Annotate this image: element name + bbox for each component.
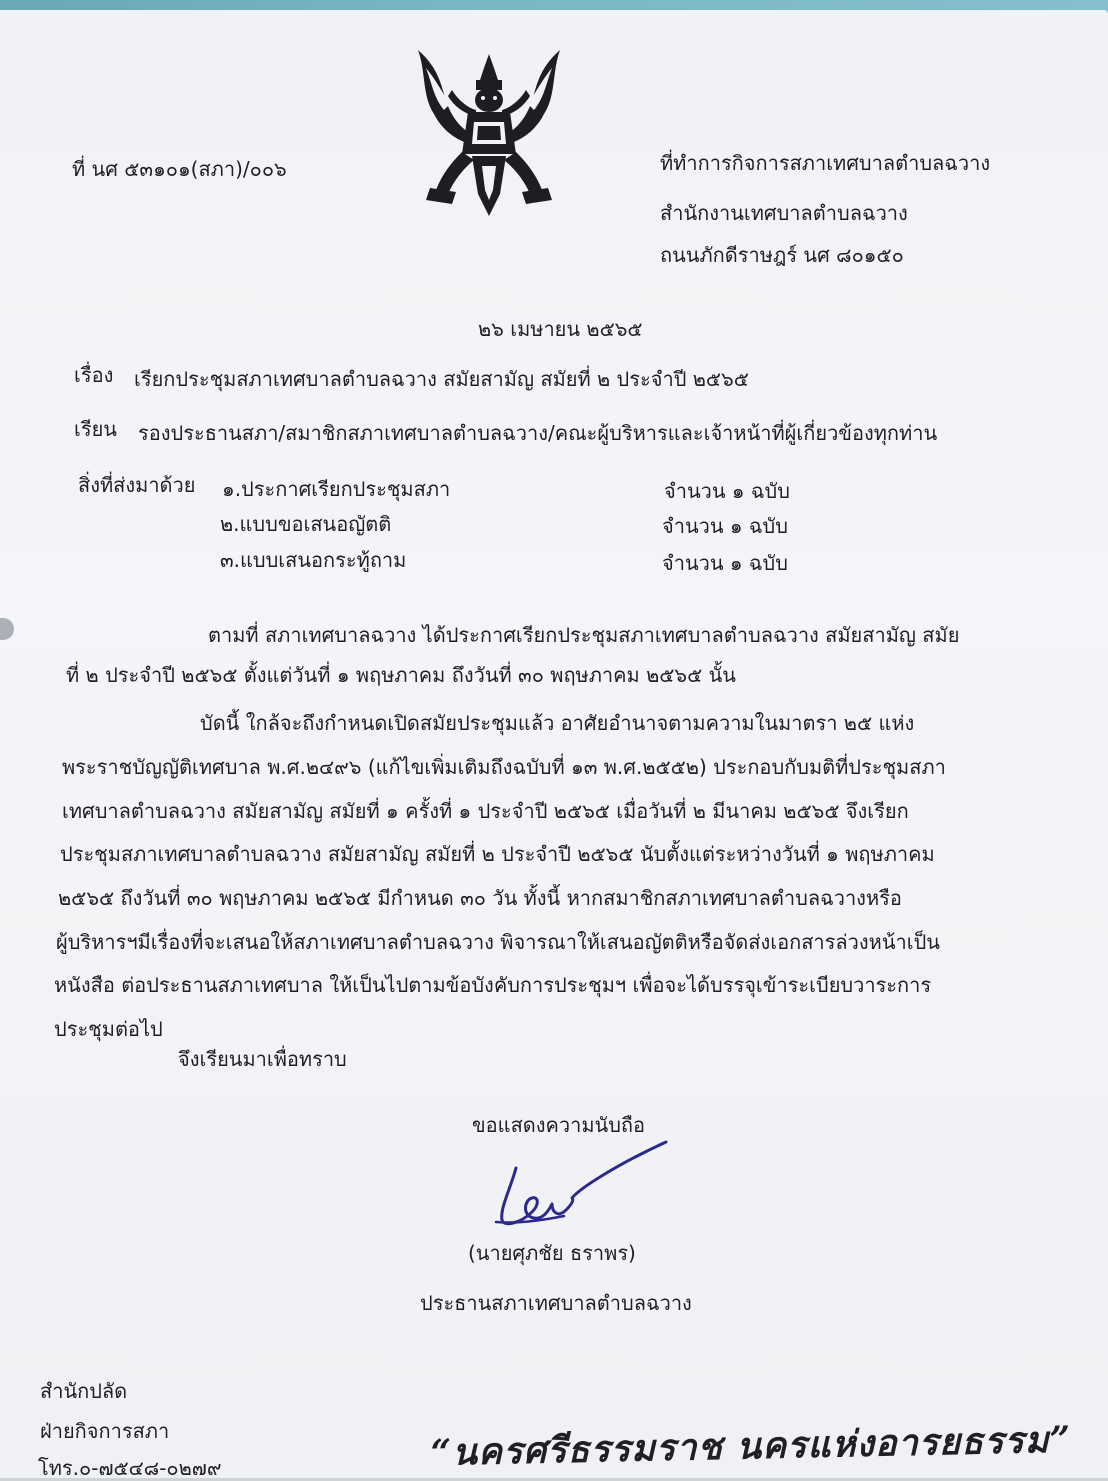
- enclosure-qty-1: จำนวน ๑ ฉบับ: [664, 479, 790, 503]
- enclosures-label: สิ่งที่ส่งมาด้วย: [78, 473, 196, 497]
- subject-label: เรื่อง: [74, 363, 114, 387]
- enclosure-qty-3: จำนวน ๑ ฉบับ: [662, 551, 788, 575]
- regards-line: ขอแสดงความนับถือ: [472, 1113, 646, 1137]
- garuda-emblem: [412, 44, 566, 226]
- document-date: ๒๖ เมษายน ๒๕๖๕: [478, 317, 643, 341]
- enclosure-item-1: ๑.ประกาศเรียกประชุมสภา: [222, 477, 451, 501]
- recipient-text: รองประธานสภา/สมาชิกสภาเทศบาลตำบลฉวาง/คณะผู้บริหารและเจ้าหน้าที่ผู้เกี่ยวข้องทุกท่าน: [138, 421, 938, 445]
- paragraph-2-line-1: บัดนี้ ใกล้จะถึงกำหนดเปิดสมัยประชุมแล้ว อาศัยอำนาจตามความในมาตรา ๒๕ แห่ง: [200, 711, 915, 735]
- paragraph-2-line-4: ประชุมสภาเทศบาลตำบลฉวาง สมัยสามัญ สมัยที่ ๒ ประจำปี ๒๕๖๕ นับตั้งแต่ระหว่างวันที่ ๑ พฤษภาคม: [60, 842, 935, 866]
- subject-text: เรียกประชุมสภาเทศบาลตำบลฉวาง สมัยสามัญ สมัยที่ ๒ ประจำปี ๒๕๖๕: [134, 367, 749, 391]
- signer-title: ประธานสภาเทศบาลตำบลฉวาง: [420, 1291, 692, 1315]
- paragraph-2-line-2: พระราชบัญญัติเทศบาล พ.ศ.๒๔๙๖ (แก้ไขเพิ่มเติมถึงฉบับที่ ๑๓ พ.ศ.๒๕๕๒) ประกอบกับมติที่ประชุมสภา: [62, 755, 946, 779]
- paragraph-2-line-8: ประชุมต่อไป: [54, 1017, 163, 1041]
- footer-phone: โทร.๐-๗๕๔๘-๐๒๗๙: [38, 1456, 222, 1480]
- handwritten-signature: [488, 1138, 673, 1233]
- address-line-2: สำนักงานเทศบาลตำบลฉวาง: [660, 201, 908, 225]
- footer-office-line-1: สำนักปลัด: [40, 1379, 128, 1403]
- enclosure-item-3: ๓.แบบเสนอกระทู้ถาม: [220, 548, 407, 572]
- enclosure-item-2: ๒.แบบขอเสนอญัตติ: [220, 512, 392, 536]
- paragraph-2-line-6: ผู้บริหารฯมีเรื่องที่จะเสนอให้สภาเทศบาลตำบลฉวาง พิจารณาให้เสนอญัตติหรือจัดส่งเอกสารล่วงหน้าเป็น: [56, 930, 940, 954]
- footer-office-line-2: ฝ่ายกิจการสภา: [40, 1419, 170, 1443]
- recipient-label: เรียน: [74, 417, 117, 441]
- footer-slogan: “นครศรีธรรมราช นครแห่งอารยธรรม”: [430, 1418, 1072, 1474]
- address-line-3: ถนนภักดีราษฎร์ นศ ๘๐๑๕๐: [660, 243, 904, 267]
- address-line-1: ที่ทำการกิจการสภาเทศบาลตำบลฉวาง: [660, 151, 991, 175]
- paragraph-2-line-3: เทศบาลตำบลฉวาง สมัยสามัญ สมัยที่ ๑ ครั้งที่ ๑ ประจำปี ๒๕๖๕ เมื่อวันที่ ๒ มีนาคม ๒๕๖๕ จึงเรียก: [62, 799, 909, 823]
- enclosure-qty-2: จำนวน ๑ ฉบับ: [662, 514, 788, 538]
- closing-line: จึงเรียนมาเพื่อทราบ: [178, 1047, 347, 1071]
- paragraph-2-line-7: หนังสือ ต่อประธานสภาเทศบาล ให้เป็นไปตามข้อบังคับการประชุมฯ เพื่อจะได้บรรจุเข้าระเบียบวาระการ: [54, 973, 932, 997]
- paragraph-1-line-1: ตามที่ สภาเทศบาลฉวาง ได้ประกาศเรียกประชุมสภาเทศบาลตำบลฉวาง สมัยสามัญ สมัย: [208, 623, 960, 647]
- signer-name: (นายศุภชัย ธราพร): [468, 1241, 636, 1265]
- paragraph-1-line-2: ที่ ๒ ประจำปี ๒๕๖๕ ตั้งแต่วันที่ ๑ พฤษภาคม ถึงวันที่ ๓๐ พฤษภาคม ๒๕๖๕ นั้น: [66, 663, 736, 687]
- paragraph-2-line-5: ๒๕๖๕ ถึงวันที่ ๓๐ พฤษภาคม ๒๕๖๕ มีกำหนด ๓๐ วัน ทั้งนี้ หากสมาชิกสภาเทศบาลตำบลฉวางหรือ: [58, 886, 902, 910]
- reference-number: ที่ นศ ๕๓๑๐๑(สภา)/๐๐๖: [72, 157, 287, 181]
